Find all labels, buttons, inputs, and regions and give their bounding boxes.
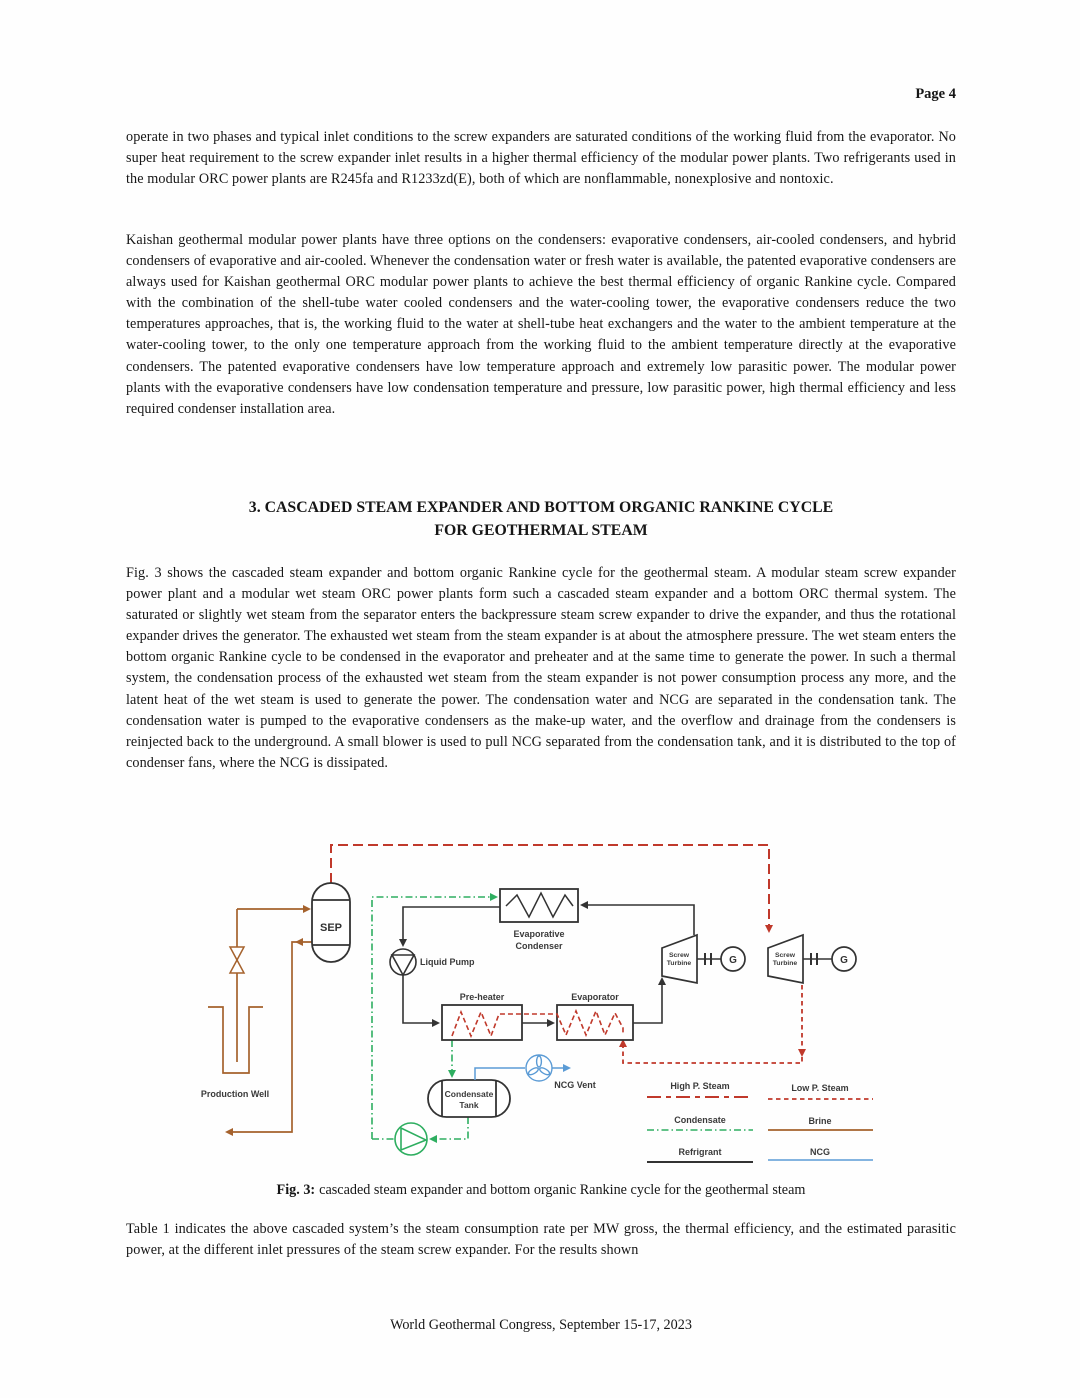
sep-label: SEP: [319, 922, 343, 934]
production-well-label: Production Well: [200, 1089, 270, 1099]
ncg-vent-label: NCG Vent: [554, 1080, 596, 1090]
section-heading-line2: FOR GEOTHERMAL STEAM: [434, 522, 648, 539]
body-paragraph-1: operate in two phases and typical inlet conditions to the screw expanders are saturated conditions of the working fluid from the evaporator. No super heat requirement to the screw expander inlet results in a higher thermal efficiency of the modular power plants. Two refrigerants used in the modular ORC power plants are R245fa and R1233zd(E), both of which are nonflammable, nonexplosive and nontoxic.: [126, 129, 956, 188]
generator-2-label: G: [840, 955, 848, 966]
screw-turbine-1-label-line2: Turbine: [666, 960, 692, 967]
condensate-pump-icon: [395, 1123, 427, 1155]
figure-legend: [647, 1081, 873, 1162]
pre-heater-label: Pre-heater: [459, 992, 505, 1002]
evaporative-condenser-label-line1: Evaporative: [513, 929, 565, 939]
legend-label-condensate: Condensate: [674, 1115, 726, 1125]
ncg-blower-icon: [526, 1055, 552, 1081]
legend-label-brine: Brine: [808, 1116, 832, 1126]
condensate-tank-label-line2: Tank: [459, 1100, 479, 1110]
generator-1-label: G: [729, 955, 737, 966]
pre-heater-unit: [442, 1005, 522, 1040]
evaporator-unit: [557, 1005, 633, 1040]
page-footer: World Geothermal Congress, September 15-17, 2023: [390, 1317, 692, 1333]
evaporative-condenser-label-line2: Condenser: [515, 941, 563, 951]
body-paragraph-2: Kaishan geothermal modular power plants have three options on the condensers: evaporative condensers, air-cooled condensers, and hybrid condensers of evaporative and air-cooled. Whenever the condensation water or fresh water is available, the patented evaporative condensers are always used for Kaishan geothermal ORC modular power plants to achieve the best thermal efficiency of organic Rankine cycle. Compared with the combination of the shell-tube water cooled condensers and the water-cooling tower, the evaporative condensers reduce the two temperatures approaches, that is, the working fluid to the water at shell-tube heat exchangers and the water to the ambient temperature at the water-cooling tower, to the only one temperature approach from the working fluid to the ambient temperature directly at the evaporative condensers. The patented evaporative condensers have low temperature approach and extremely low parasitic power. The modular power plants with the evaporative condensers have low condensation temperature and pressure, low parasitic power, high thermal efficiency and less required condenser installation area.: [126, 232, 956, 417]
section-heading-line1: 3. CASCADED STEAM EXPANDER AND BOTTOM ORGANIC RANKINE CYCLE: [248, 499, 834, 516]
figure-3-diagram: [126, 838, 956, 1174]
lp-steam-arrows: [619, 1039, 806, 1057]
low-pressure-steam-line: [623, 985, 802, 1063]
legend-label-low-p-steam: Low P. Steam: [791, 1083, 849, 1093]
evaporative-condenser: [500, 889, 578, 922]
liquid-pump-icon: [390, 949, 416, 975]
screw-turbine-1-label-line1: Screw: [668, 952, 690, 959]
process-flow-diagram: [126, 838, 956, 1174]
screw-turbine-2-label-line2: Turbine: [772, 960, 798, 967]
legend-label-refrigerant: Refrigrant: [678, 1147, 722, 1157]
hp-steam-arrow: [765, 925, 773, 933]
evaporator-label: Evaporator: [571, 992, 619, 1002]
legend-label-ncg: NCG: [810, 1147, 830, 1157]
liquid-pump-label: Liquid Pump: [420, 957, 475, 967]
screw-turbine-2-label-line1: Screw: [774, 952, 796, 959]
section-heading: [126, 496, 956, 542]
brine-arrows: [225, 905, 311, 1136]
body-paragraph-3: Fig. 3 shows the cascaded steam expander and bottom organic Rankine cycle for the geothermal steam. A modular steam screw expander power plant and a modular wet steam ORC power plants form such a cascaded steam expander and a bottom ORC thermal system. The saturated or slightly wet steam from the separator enters the backpressure steam screw expander to drive the expander, and thus the rotational expander drives the generator. The exhausted wet steam from the steam expander is at about the atmosphere pressure. The wet steam enters the bottom organic Rankine cycle to be condensed in the evaporator and preheater and at the same time to generate the power. In such a thermal system, the condensation process of the exhausted wet steam from the steam expander is not power consumption process any more, and the latent heat of the wet steam is used to generate the power. The condensation water and NCG are separated in the condensation tank. The condensation water is pumped to the evaporative condensers as the make-up water, and the overflow and drainage from the condensers is reinjected back to the underground. A small blower is used to pull NCG separated from the condensation tank, and it is distributed to the top of condenser fans, where the NCG is dissipated.: [126, 565, 956, 771]
condensate-tank-label-line1: Condensate: [444, 1089, 494, 1099]
figure-caption-text: cascaded steam expander and bottom organic Rankine cycle for the geothermal steam: [319, 1182, 806, 1198]
throttle-valve-icon: [230, 947, 244, 973]
figure-caption-label: Fig. 3:: [276, 1182, 316, 1198]
figure-caption: [126, 1182, 956, 1199]
body-paragraph-4: Table 1 indicates the above cascaded system’s the steam consumption rate per MW gross, the thermal efficiency, and the estimated parasitic power, at the different inlet pressures of the steam screw expander. For the results shown: [126, 1221, 956, 1259]
page-number: Page 4: [915, 86, 956, 102]
ncg-arrow: [563, 1064, 571, 1072]
legend-label-high-p-steam: High P. Steam: [670, 1081, 730, 1091]
